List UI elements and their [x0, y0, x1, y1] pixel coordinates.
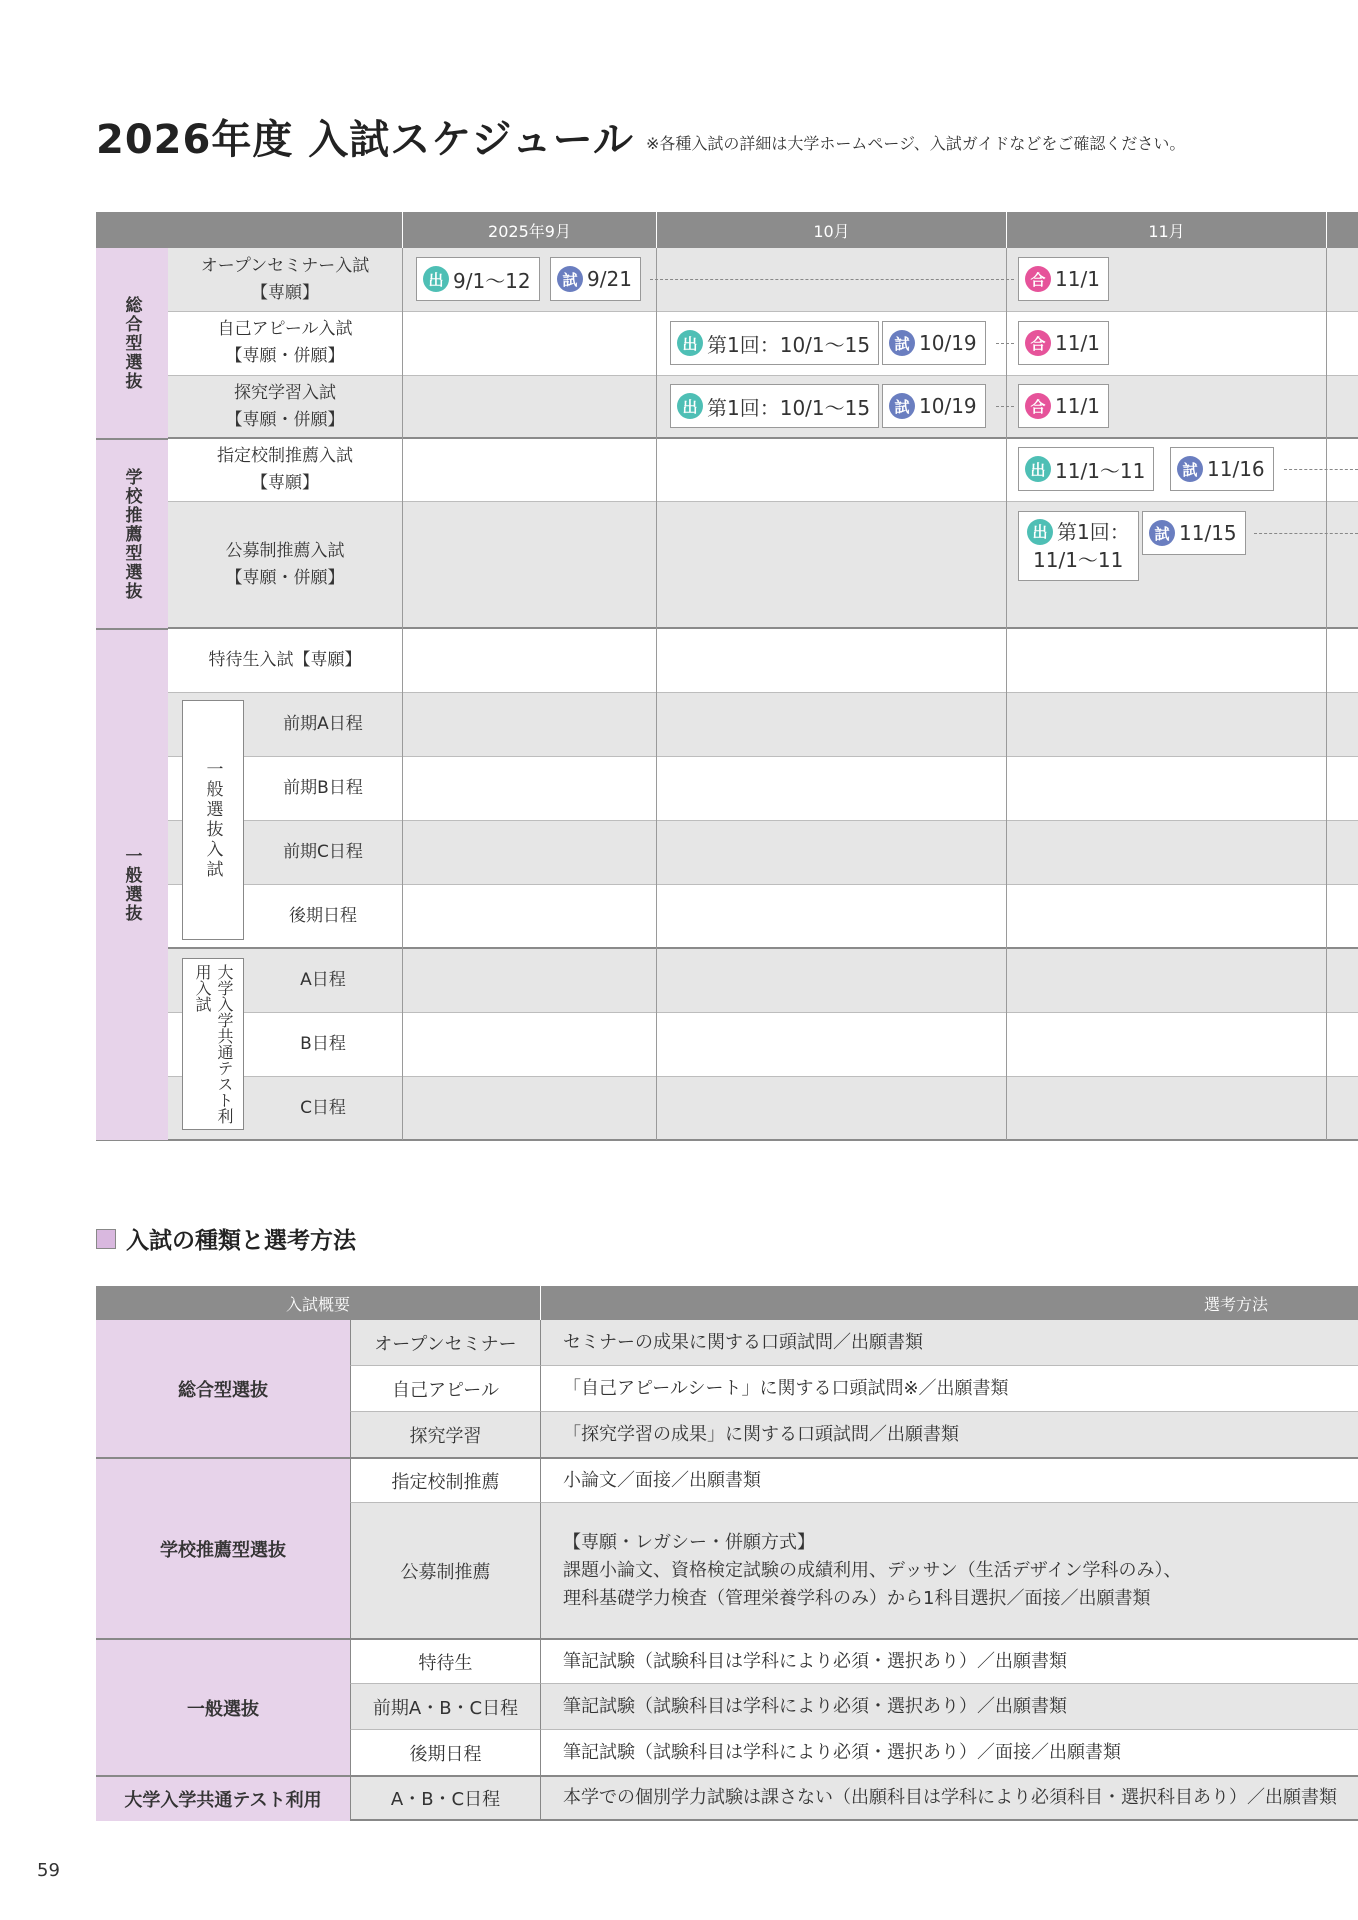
event-date: 第1回：: [1057, 520, 1130, 544]
method-desc: 小論文／面接／出願書類: [540, 1457, 1358, 1502]
method-desc: セミナーの成果に関する口頭試問／出願書類: [540, 1320, 1358, 1365]
v-line: [402, 248, 403, 1140]
method-group: 一般選抜: [96, 1638, 350, 1775]
method-desc: 筆記試験（試験科目は学科により必須・選択あり）／出願書類: [540, 1638, 1358, 1683]
month-oct: 10月: [656, 212, 1006, 248]
row-label: 探究学習入試 【専願・併願】: [225, 382, 345, 430]
month-nov: 11月: [1006, 212, 1326, 248]
method-sub: 公募制推薦: [350, 1502, 540, 1638]
method-sub: オープンセミナー: [350, 1320, 540, 1365]
exam-badge-icon: 試: [889, 393, 915, 419]
group-label: 学校推薦型選抜: [121, 467, 142, 601]
row-label: C日程: [300, 1097, 346, 1118]
v-line: [656, 248, 657, 1140]
row-label: 公募制推薦入試 【専願・併願】: [225, 540, 345, 588]
event-pass: [1018, 384, 1109, 428]
event-exam: [1142, 511, 1246, 555]
event-date: 11/16: [1207, 457, 1265, 481]
row-label: 前期B日程: [283, 777, 363, 798]
pass-badge-icon: 合: [1025, 330, 1051, 356]
event-date: 第1回：10/1〜15: [707, 332, 871, 357]
schedule-table: [96, 212, 1358, 1140]
group-ippan: [96, 628, 168, 1140]
method-desc: 本学での個別学力試験は課さない（出願科目は学科により必須科目・選択科目あり）／出願書類: [540, 1775, 1358, 1821]
row-label: 前期A日程: [283, 713, 363, 734]
method-sub: 探究学習: [350, 1411, 540, 1457]
event-date: 9/21: [587, 267, 632, 291]
event-exam: [882, 321, 986, 365]
page-note: ※各種入試の詳細は大学ホームページ、入試ガイドなどをご確認ください。: [646, 134, 1186, 153]
event-date: 9/1〜12: [453, 268, 531, 293]
dash-connector: [650, 279, 1014, 280]
event-date: 11/1: [1055, 394, 1100, 418]
method-desc: 「自己アピールシート」に関する口頭試問※／出願書類: [540, 1365, 1358, 1411]
exam-badge-icon: 試: [1149, 520, 1175, 546]
dash-connector: [1254, 533, 1358, 534]
subgroup-ippan-nyushi: [182, 700, 244, 940]
method-desc: 【専願・レガシー・併願方式】 課題小論文、資格検定試験の成績利用、デッサン（生活デザイン学科のみ）、 理科基礎学力検査（管理栄養学科のみ）から1科目選択／面接／出願書類: [540, 1502, 1358, 1638]
method-group: 総合型選抜: [96, 1320, 350, 1457]
subgroup-label: 一般選抜入試: [202, 760, 223, 880]
exam-badge-icon: 試: [889, 330, 915, 356]
row-label: オープンセミナー入試 【専願】: [200, 255, 370, 303]
group-label: 一般選抜: [121, 847, 142, 923]
method-sub: A・B・C日程: [350, 1775, 540, 1821]
method-desc: 筆記試験（試験科目は学科により必須・選択あり）／出願書類: [540, 1683, 1358, 1729]
v-line: [1326, 248, 1327, 1140]
schedule-header-blank: [96, 212, 402, 248]
dash-connector: [996, 343, 1014, 344]
method-sub: 特待生: [350, 1638, 540, 1683]
month-next: [1326, 212, 1358, 248]
application-badge-icon: 出: [1027, 519, 1053, 545]
method-group: 大学入学共通テスト利用: [96, 1775, 350, 1821]
col-header-overview: 入試概要: [96, 1286, 540, 1320]
method-sub: 後期日程: [350, 1729, 540, 1775]
event-application: [670, 321, 879, 365]
event-application: [1018, 511, 1139, 581]
application-badge-icon: 出: [677, 393, 703, 419]
row-label: 後期日程: [289, 905, 357, 926]
method-desc: 「探究学習の成果」に関する口頭試問／出願書類: [540, 1411, 1358, 1457]
method-sub: 前期A・B・C日程: [350, 1683, 540, 1729]
method-sub: 指定校制推薦: [350, 1457, 540, 1502]
pass-badge-icon: 合: [1025, 393, 1051, 419]
event-date: 11/1: [1055, 267, 1100, 291]
row-label: B日程: [300, 1033, 346, 1054]
pass-badge-icon: 合: [1025, 266, 1051, 292]
group-label: 総合型選抜: [121, 295, 142, 391]
event-pass: [1018, 321, 1109, 365]
application-badge-icon: 出: [1025, 456, 1051, 482]
event-date: 第1回：10/1〜15: [707, 395, 871, 420]
event-application: [670, 384, 879, 428]
section-heading: [96, 1222, 356, 1255]
event-exam: [882, 384, 986, 428]
row-label: 指定校制推薦入試 【専願】: [217, 445, 353, 493]
section-square-icon: [96, 1229, 116, 1249]
subgroup-kyotsu-test: [182, 958, 244, 1130]
event-date: 11/1〜11: [1033, 548, 1124, 572]
event-date: 10/19: [919, 331, 977, 355]
event-date: 10/19: [919, 394, 977, 418]
month-sep: 2025年9月: [402, 212, 656, 248]
col-header-method: 選考方法: [540, 1286, 1358, 1320]
event-exam: [550, 257, 641, 301]
event-date: 11/1: [1055, 331, 1100, 355]
dash-connector: [996, 406, 1014, 407]
exam-badge-icon: 試: [1177, 456, 1203, 482]
v-line: [1006, 248, 1007, 1140]
subgroup-label: 大学入学共通テスト利用入試: [193, 964, 234, 1124]
method-sub: 自己アピール: [350, 1365, 540, 1411]
group-sougou: [96, 248, 168, 438]
event-pass: [1018, 257, 1109, 301]
event-exam: [1170, 447, 1274, 491]
row-label: 自己アピール入試 【専願・併願】: [217, 319, 353, 366]
row-label: 前期C日程: [283, 841, 363, 862]
event-application: [416, 257, 540, 301]
event-date: 11/15: [1179, 521, 1237, 545]
dash-connector: [1284, 469, 1358, 470]
method-desc: 筆記試験（試験科目は学科により必須・選択あり）／面接／出願書類: [540, 1729, 1358, 1775]
event-date: 11/1〜11: [1055, 458, 1146, 483]
page-number: 59: [37, 1860, 60, 1881]
application-badge-icon: 出: [677, 330, 703, 356]
application-badge-icon: 出: [423, 266, 449, 292]
method-group: 学校推薦型選抜: [96, 1457, 350, 1638]
page-title: 2026年度 入試スケジュール: [96, 117, 634, 163]
section-heading-text: 入試の種類と選考方法: [126, 1228, 356, 1254]
methods-table: [96, 1286, 1358, 1821]
group-suisen: [96, 438, 168, 628]
row-label: A日程: [300, 969, 346, 990]
exam-badge-icon: 試: [557, 266, 583, 292]
row-label: 特待生入試【専願】: [208, 649, 362, 670]
event-application: [1018, 447, 1154, 491]
